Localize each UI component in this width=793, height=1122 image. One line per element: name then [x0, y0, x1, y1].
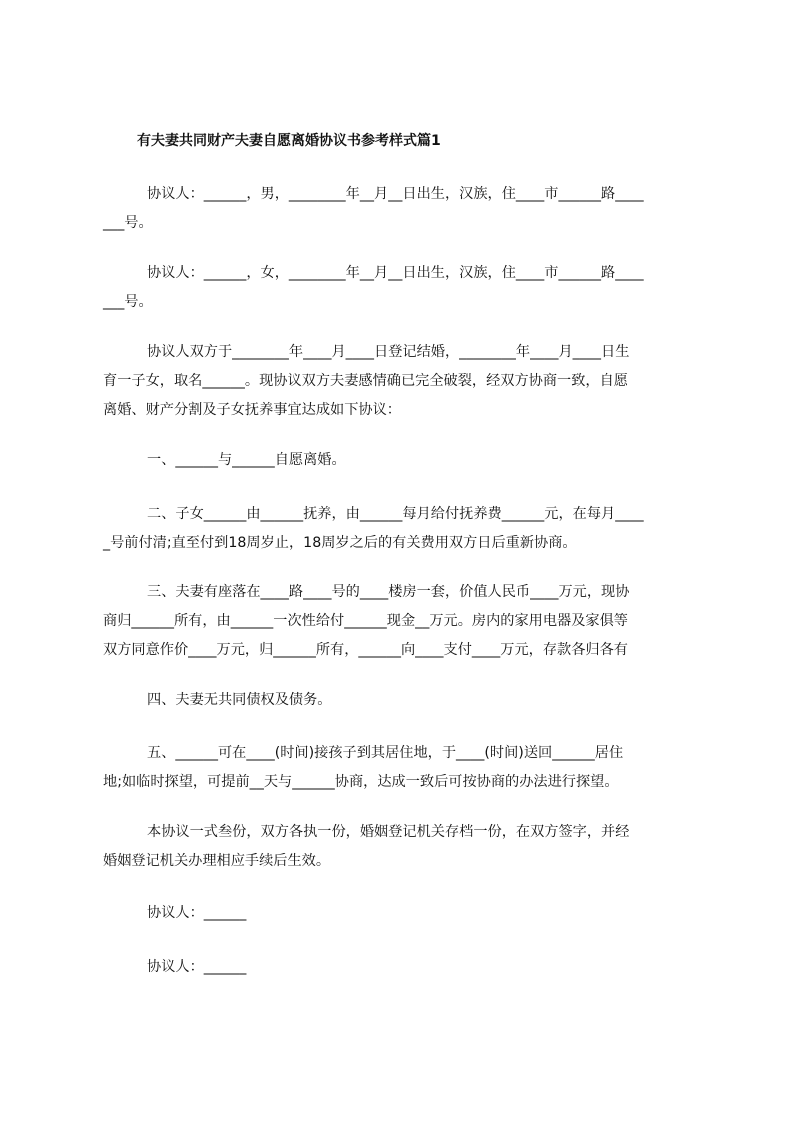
signature-party-one: [103, 899, 703, 928]
signature-party-two: [103, 953, 703, 982]
clause-three-paragraph: [103, 578, 703, 665]
paragraph-line: 二、子女______由______抚养，由______每月给付抚养费______元，在每月____: [147, 506, 644, 522]
paragraph-line: 协议人：______，女，________年__月__日出生，汉族，住____市______路____: [147, 265, 644, 281]
paragraph-line: 地;如临时探望，可提前__天与______协商，达成一致后可按协商的办法进行探望。: [103, 774, 619, 790]
paragraph-line: ___号。: [103, 215, 153, 231]
signature-line: 协议人：______: [147, 905, 247, 921]
clause-five-paragraph: [103, 739, 703, 797]
paragraph-line: 双方同意作价____万元，归______所有，______向____支付____万元，存款各归各有: [103, 642, 628, 658]
document-title: 有夫妻共同财产夫妻自愿离婚协议书参考样式篇1: [137, 133, 441, 149]
clause-two-paragraph: [103, 500, 703, 558]
signature-line: 协议人：______: [147, 959, 247, 975]
paragraph-line: 婚姻登记机关办理相应手续后生效。: [103, 853, 331, 869]
party-one-paragraph: [103, 180, 703, 238]
closing-paragraph: [103, 818, 703, 876]
paragraph-line: 商归______所有，由______一次性给付______现金__万元。房内的家用电器及家俱等: [103, 613, 628, 629]
paragraph-line: 协议人：______，男，________年__月__日出生，汉族，住____市______路____: [147, 186, 644, 202]
paragraph-line: _号前付清;直至付到18周岁止，18周岁之后的有关费用双方日后重新协商。: [103, 535, 577, 551]
paragraph-line: 育一子女，取名______。现协议双方夫妻感情确已完全破裂，经双方协商一致，自愿: [103, 373, 628, 389]
paragraph-line: 四、夫妻无共同债权及债务。: [147, 692, 332, 708]
paragraph-line: 本协议一式叁份，双方各执一份，婚姻登记机关存档一份，在双方签字，并经: [147, 824, 630, 840]
clause-one-paragraph: [103, 446, 703, 475]
paragraph-line: 协议人双方于________年____月____日登记结婚，________年____月____日生: [147, 344, 630, 360]
clause-four-paragraph: [103, 686, 703, 715]
paragraph-line: 一、______与______自愿离婚。: [147, 452, 346, 468]
paragraph-line: 离婚、财产分割及子女抚养事宜达成如下协议：: [103, 402, 401, 418]
paragraph-line: 五、______可在____(时间)接孩子到其居住地，于____(时间)送回______居住: [147, 745, 624, 761]
marriage-info-paragraph: [103, 338, 703, 425]
paragraph-line: ___号。: [103, 294, 153, 310]
paragraph-line: 三、夫妻有座落在____路____号的____楼房一套，价值人民币____万元，现协: [147, 584, 630, 600]
party-two-paragraph: [103, 259, 703, 317]
